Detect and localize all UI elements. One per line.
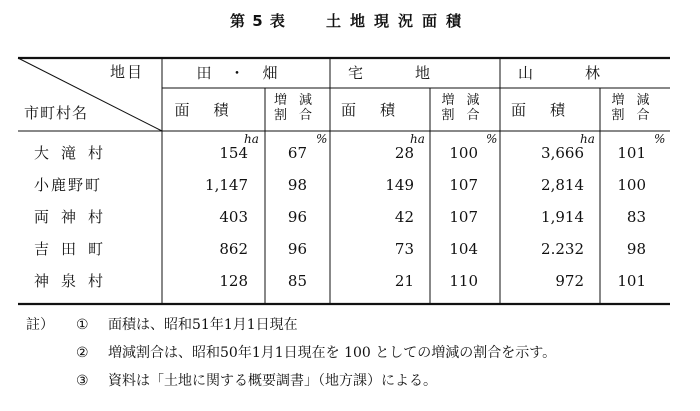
group-header-residential: [330, 64, 500, 82]
notes-label: 註）: [26, 317, 54, 333]
note-mark: ①: [76, 317, 89, 333]
subheader-change-top: 増減: [273, 93, 324, 108]
subheader-change-bottom: 割合: [611, 108, 662, 123]
field-area-value: 1,147: [205, 176, 248, 194]
subheader-area: 面積: [174, 101, 253, 119]
unit-area: ha: [244, 132, 259, 146]
field-area-value: 403: [219, 208, 248, 226]
subheader-change-top: 増減: [611, 93, 662, 108]
corner-top-label: 地目: [110, 63, 145, 81]
field-change-value: 96: [287, 240, 307, 258]
subheader-change-top: 増減: [441, 93, 492, 108]
unit-percent: %: [654, 132, 666, 146]
row-name: 小鹿野町: [34, 176, 103, 194]
row-name: 大滝村: [34, 144, 116, 162]
row-name: 神泉村: [34, 272, 116, 290]
forest-area-value: 2.232: [541, 240, 584, 258]
table-main-title: 土地現況面積: [325, 12, 470, 30]
field-change-value: 96: [287, 208, 307, 226]
field-area-value: 862: [219, 240, 248, 258]
residential-change-value: 107: [449, 208, 478, 226]
forest-area-value: 1,914: [541, 208, 584, 226]
field-area-value: 154: [219, 144, 248, 162]
field-change-value: 85: [287, 272, 307, 290]
note-text: 面積は、昭和51年1月1日現在: [108, 317, 298, 333]
unit-percent: %: [486, 132, 498, 146]
field-area-value: 128: [219, 272, 248, 290]
table-number: 第 5 表: [230, 12, 286, 30]
note-text: 増減割合は、昭和50年1月1日現在を 100 としての増減の割合を示す。: [108, 345, 557, 361]
group-header-field: [162, 64, 330, 82]
unit-area: ha: [580, 132, 595, 146]
forest-change-value: 101: [617, 144, 646, 162]
subheader-change-bottom: 割合: [273, 108, 324, 123]
subheader-area: 面積: [510, 101, 589, 119]
forest-area-value: 3,666: [541, 144, 584, 162]
group-header-forest: [500, 64, 670, 82]
field-change-value: 67: [287, 144, 307, 162]
residential-change-value: 110: [449, 272, 478, 290]
residential-area-value: 149: [385, 176, 414, 194]
note-mark: ③: [76, 373, 89, 389]
residential-change-value: 107: [449, 176, 478, 194]
residential-area-value: 28: [394, 144, 414, 162]
group-header-residential-label: 宅地: [347, 64, 482, 82]
note-mark: ②: [76, 345, 89, 361]
forest-change-value: 100: [617, 176, 646, 194]
forest-area-value: 972: [555, 272, 584, 290]
residential-area-value: 73: [394, 240, 414, 258]
unit-area: ha: [410, 132, 425, 146]
residential-area-value: 42: [394, 208, 414, 226]
forest-change-value: 101: [617, 272, 646, 290]
forest-change-value: 83: [626, 208, 646, 226]
residential-change-value: 100: [449, 144, 478, 162]
forest-area-value: 2,814: [541, 176, 584, 194]
subheader-area: 面積: [340, 101, 419, 119]
residential-area-value: 21: [394, 272, 414, 290]
field-change-value: 98: [287, 176, 307, 194]
forest-change-value: 98: [626, 240, 646, 258]
row-name: 両神村: [34, 208, 116, 226]
unit-percent: %: [316, 132, 328, 146]
residential-change-value: 104: [449, 240, 478, 258]
group-header-forest-label: 山林: [517, 64, 652, 82]
row-name: 吉田町: [34, 240, 116, 258]
note-text: 資料は「土地に関する概要調書」（地方課）による。: [108, 373, 437, 389]
subheader-change-bottom: 割合: [441, 108, 492, 123]
corner-bottom-label: 市町村名: [24, 104, 89, 122]
group-header-field-label: 田・畑: [196, 64, 296, 82]
